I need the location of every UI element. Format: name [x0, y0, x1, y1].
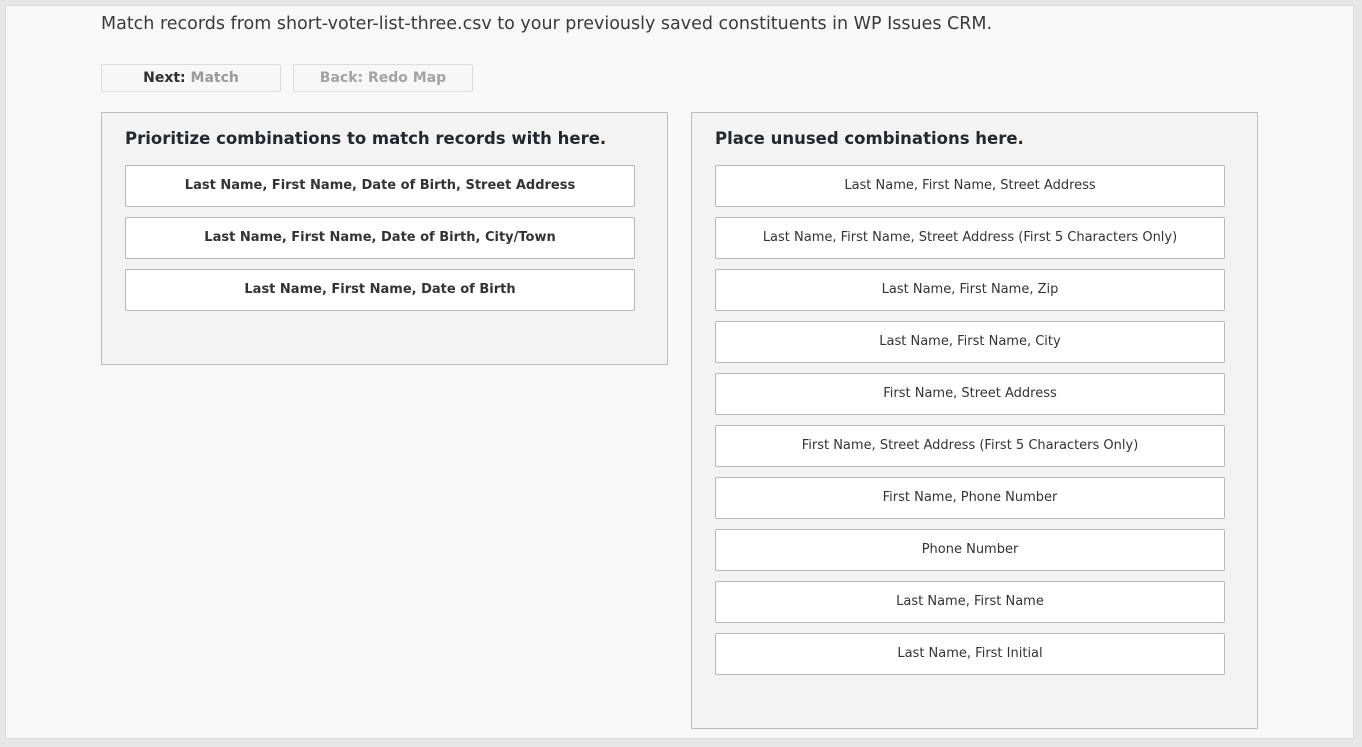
next-match-button[interactable]: [101, 64, 281, 92]
combination-item[interactable]: Last Name, First Name, Date of Birth, Street Address: [125, 165, 635, 207]
back-redo-map-button[interactable]: [293, 64, 473, 92]
prioritized-panel-heading: Prioritize combinations to match records with here.: [125, 129, 607, 148]
unused-combinations-panel[interactable]: [691, 112, 1258, 729]
next-button-label: Next:: [143, 70, 186, 86]
combination-item[interactable]: Last Name, First Name, Street Address: [715, 165, 1225, 207]
combination-item[interactable]: First Name, Phone Number: [715, 477, 1225, 519]
prioritized-combinations-panel[interactable]: [101, 112, 668, 365]
combination-item[interactable]: Last Name, First Name, Street Address (First 5 Characters Only): [715, 217, 1225, 259]
combination-item[interactable]: Last Name, First Name: [715, 581, 1225, 623]
next-button-action: Match: [190, 70, 239, 86]
combination-item[interactable]: Last Name, First Name, City: [715, 321, 1225, 363]
prioritized-combination-list[interactable]: [125, 165, 635, 321]
page-title: Match records from short-voter-list-three.csv to your previously saved constituents in WP Issues CRM.: [101, 14, 993, 34]
combination-item[interactable]: First Name, Street Address (First 5 Characters Only): [715, 425, 1225, 467]
combination-item[interactable]: Last Name, First Name, Zip: [715, 269, 1225, 311]
combination-item[interactable]: Phone Number: [715, 529, 1225, 571]
combination-item[interactable]: First Name, Street Address: [715, 373, 1225, 415]
combination-item[interactable]: Last Name, First Name, Date of Birth, City/Town: [125, 217, 635, 259]
combination-item[interactable]: Last Name, First Name, Date of Birth: [125, 269, 635, 311]
back-button-label: Back: Redo Map: [319, 70, 447, 86]
unused-panel-heading: Place unused combinations here.: [715, 129, 1024, 148]
unused-combination-list[interactable]: [715, 165, 1225, 685]
combination-item[interactable]: Last Name, First Initial: [715, 633, 1225, 675]
